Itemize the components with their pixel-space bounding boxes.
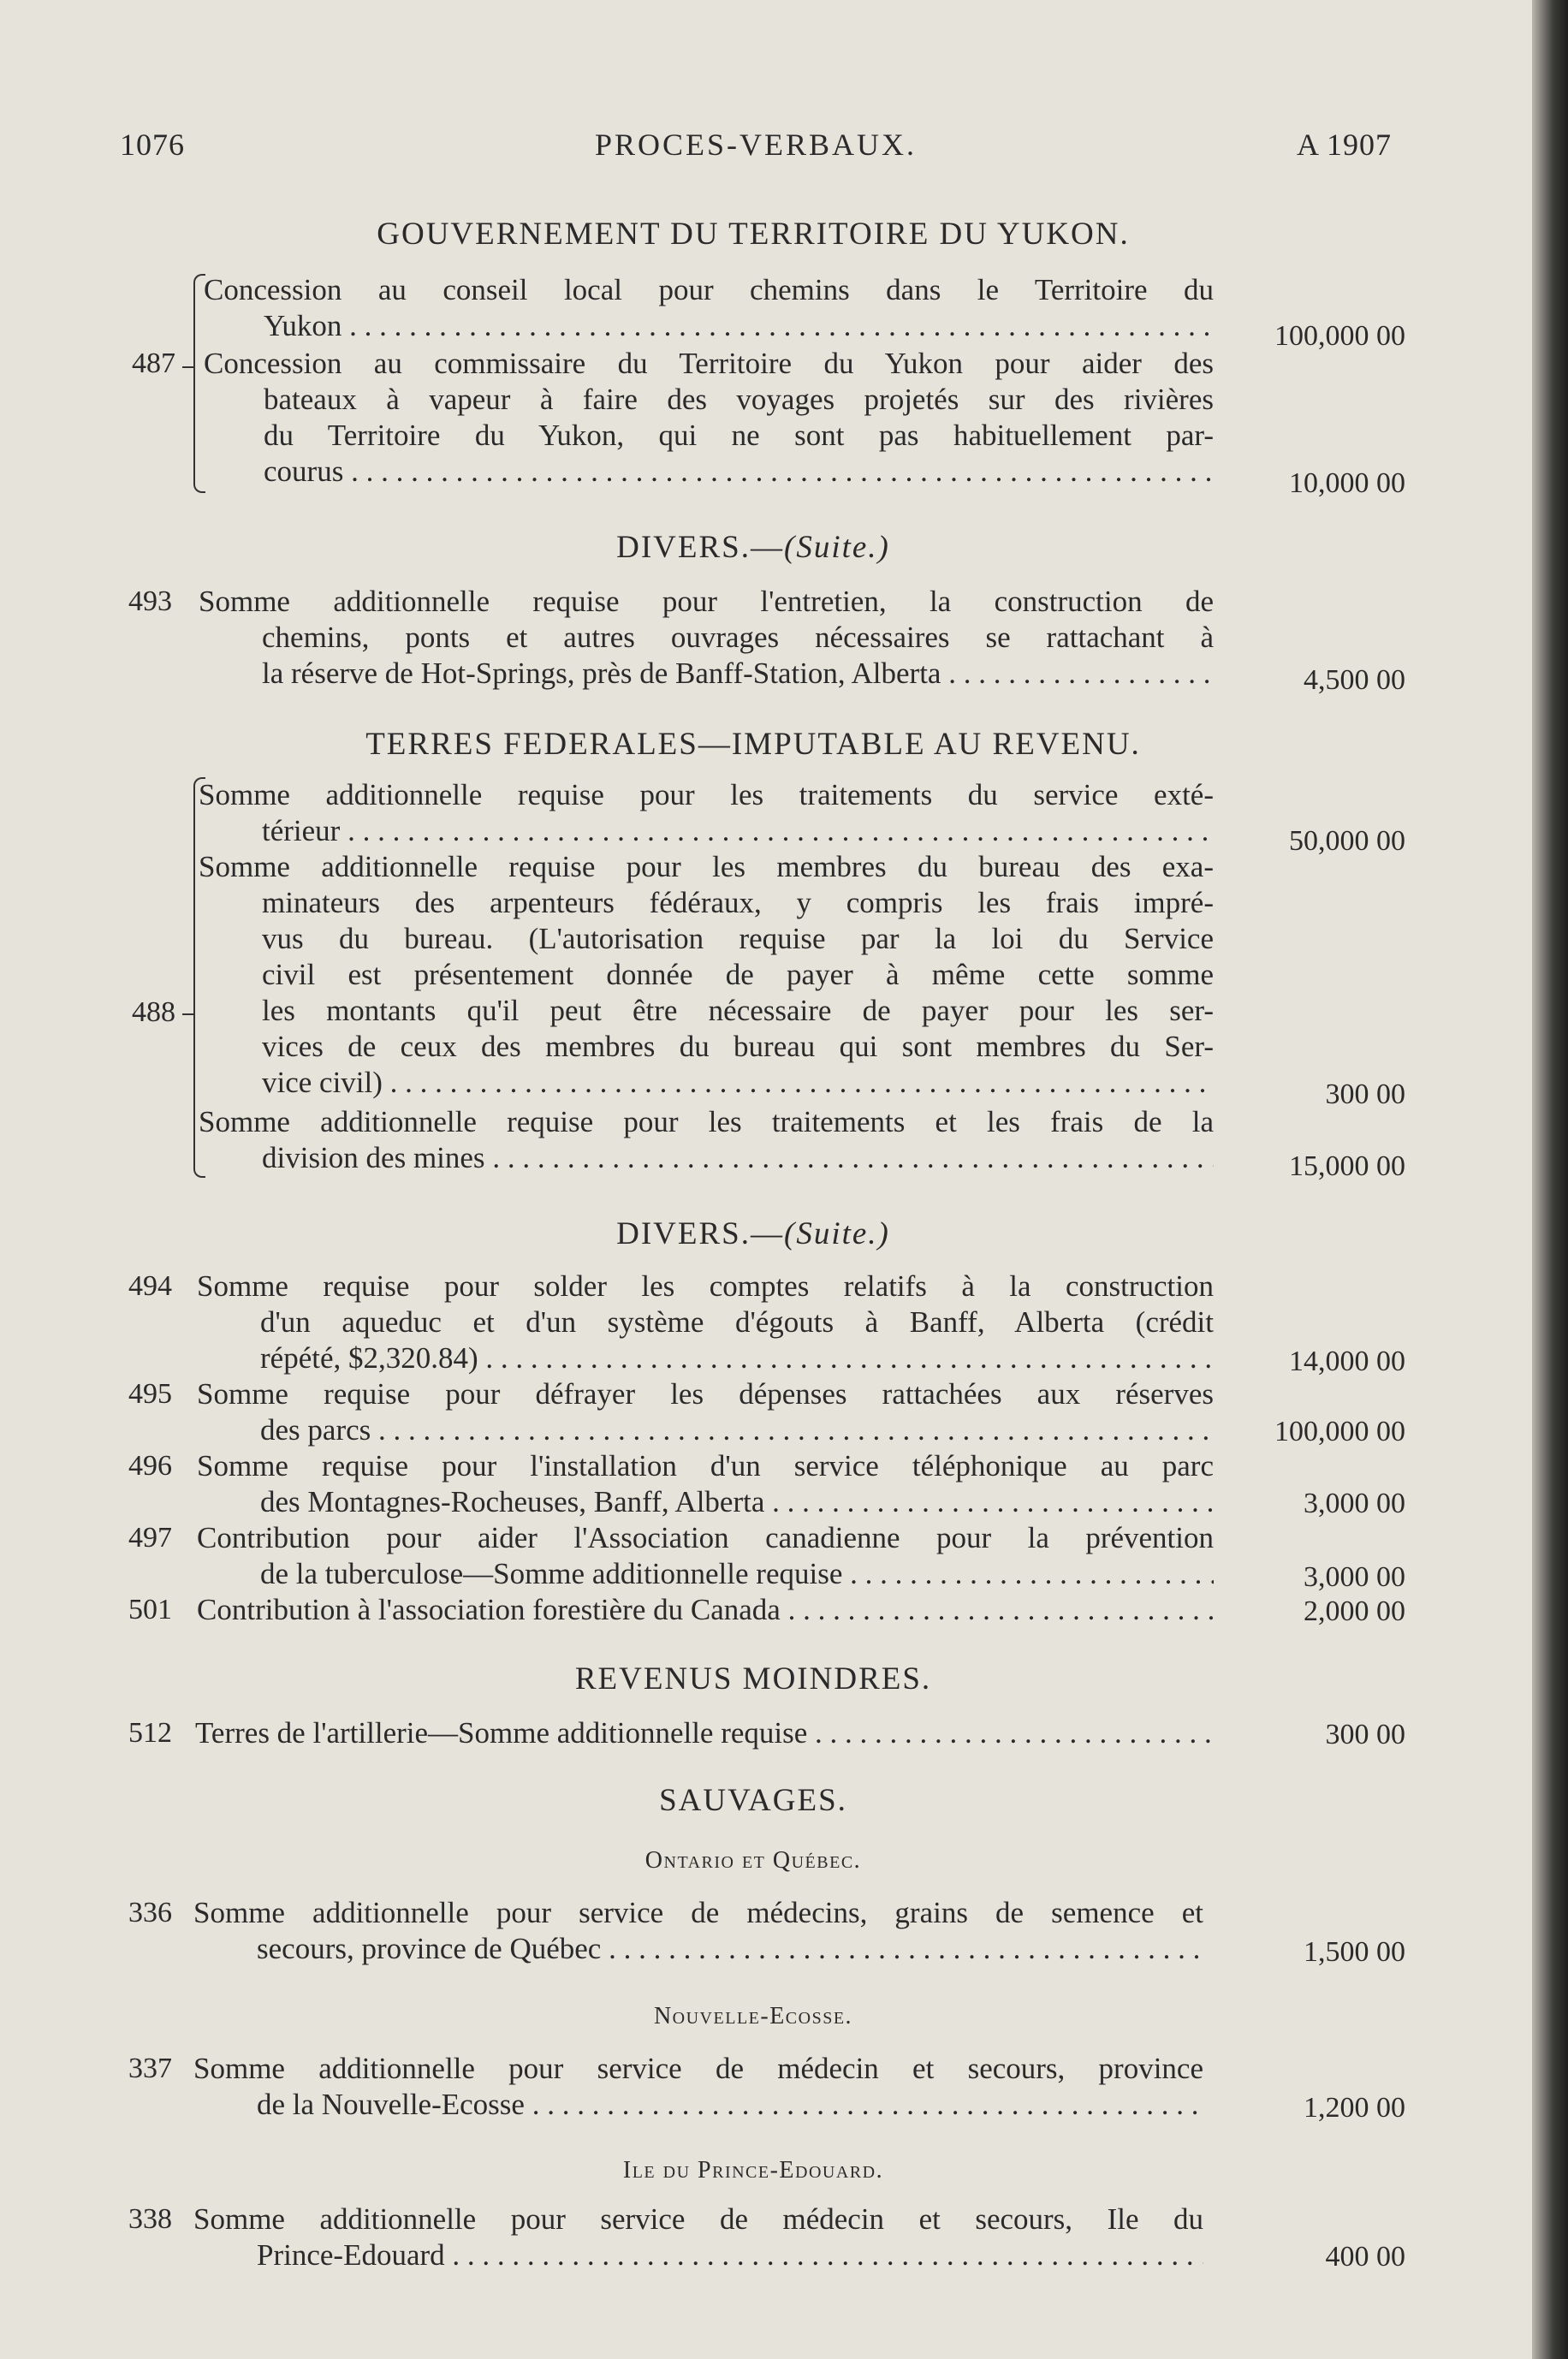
text-line: Somme additionnelle requise pour l'entretien, la construction de	[199, 585, 1214, 618]
text-line: Somme requise pour défrayer les dépenses rattachées aux réserves	[197, 1377, 1214, 1411]
text-line: Contribution à l'association forestière du Canada . . .	[197, 1592, 1214, 1628]
text-line: Somme additionnelle pour service de médecin et secours, province	[193, 2052, 1203, 2085]
item-number: 337	[128, 2053, 172, 2084]
section-title-text: DIVERS.—	[616, 1216, 784, 1251]
text-line: Somme additionnelle pour service de médecins, grains de semence et	[193, 1896, 1203, 1929]
item-number: 496	[128, 1450, 172, 1482]
text-line: chemins, ponts et autres ouvrages nécessaires se rattachant à	[262, 621, 1214, 654]
text-line: Concession au conseil local pour chemins dans le Territoire du	[204, 273, 1214, 306]
item-number: 512	[128, 1717, 172, 1749]
amount: 14,000 00	[1289, 1346, 1405, 1377]
text-line: Somme requise pour l'installation d'un service téléphonique au parc	[197, 1449, 1214, 1483]
text-line: des Montagnes-Rocheuses, Banff, Alberta . . .	[260, 1484, 1214, 1520]
text-line: minateurs des arpenteurs fédéraux, y compris les frais impré-	[262, 886, 1214, 919]
item-number: 338	[128, 2203, 172, 2235]
text-line: Prince-Edouard . . .	[257, 2237, 1203, 2273]
brace-tip	[182, 366, 194, 368]
text-line: civil est présentement donnée de payer à même cette somme	[262, 958, 1214, 991]
text-line: Somme additionnelle requise pour les traitements et les frais de la	[199, 1105, 1214, 1138]
section-title-yukon: GOUVERNEMENT DU TERRITOIRE DU YUKON.	[377, 217, 1130, 252]
running-year: A 1907	[1297, 128, 1393, 162]
text-line: vices de ceux des membres du bureau qui sont membres du Ser-	[262, 1030, 1214, 1063]
text-line: vus du bureau. (L'autorisation requise par la loi du Service	[262, 922, 1214, 955]
text-line: Contribution pour aider l'Association canadienne pour la prévention	[197, 1521, 1214, 1554]
subsection-title: Nouvelle-Ecosse.	[653, 2003, 853, 2029]
text-line: Somme additionnelle requise pour les traitements du service exté-	[199, 778, 1214, 811]
text-line: térieur . . .	[262, 813, 1214, 849]
subsection-title: Ile du Prince-Edouard.	[622, 2157, 884, 2184]
amount: 100,000 00	[1274, 320, 1405, 352]
amount: 50,000 00	[1289, 825, 1405, 857]
section-title-divers	[120, 529, 1387, 566]
amount: 10,000 00	[1289, 467, 1405, 499]
page-number: 1076	[120, 128, 185, 162]
item-number: 488	[132, 996, 175, 1028]
text-line: Terres de l'artillerie—Somme additionnelle requise . . .	[195, 1715, 1214, 1751]
section-title-text: DIVERS.—	[616, 530, 784, 565]
text-line: la réserve de Hot-Springs, près de Banff-Station, Alberta . . .	[262, 656, 1214, 692]
text-line: des parcs . . .	[260, 1412, 1214, 1448]
amount: 1,200 00	[1304, 2092, 1405, 2124]
subsection-title: Ontario et Québec.	[644, 1847, 862, 1874]
text-line: Yukon . . .	[264, 308, 1214, 344]
text-line: vice civil) . . .	[262, 1065, 1214, 1101]
text-line: les montants qu'il peut être nécessaire de payer pour les ser-	[262, 994, 1214, 1027]
section-title-italic: (Suite.)	[784, 530, 890, 565]
text-line: courus . . .	[264, 454, 1214, 490]
text-line: division des mines . . .	[262, 1140, 1214, 1176]
item-number: 336	[128, 1897, 172, 1928]
binding-edge	[1532, 0, 1568, 2359]
amount: 3,000 00	[1304, 1488, 1405, 1519]
text-line: Somme additionnelle requise pour les membres du bureau des exa-	[199, 850, 1214, 883]
section-title-sauvages: SAUVAGES.	[659, 1783, 847, 1818]
amount: 100,000 00	[1274, 1416, 1405, 1447]
amount: 15,000 00	[1289, 1150, 1405, 1182]
item-number: 494	[128, 1270, 172, 1302]
section-title-divers	[120, 1215, 1387, 1252]
text-line: de la Nouvelle-Ecosse . . .	[257, 2087, 1203, 2123]
text-line: d'un aqueduc et d'un système d'égouts à Banff, Alberta (crédit	[260, 1305, 1214, 1339]
section-title-terres: TERRES FEDERALES—IMPUTABLE AU REVENU.	[365, 727, 1141, 762]
text-line: Concession au commissaire du Territoire du Yukon pour aider des	[204, 347, 1214, 380]
amount: 3,000 00	[1304, 1561, 1405, 1593]
amount: 4,500 00	[1304, 664, 1405, 696]
item-number: 501	[128, 1594, 172, 1625]
item-number: 497	[128, 1522, 172, 1554]
text-line: Somme requise pour solder les comptes relatifs à la construction	[197, 1269, 1214, 1303]
text-line: de la tuberculose—Somme additionnelle requise . . .	[260, 1556, 1214, 1592]
section-title-revenus: REVENUS MOINDRES.	[574, 1661, 932, 1696]
amount: 300 00	[1325, 1719, 1405, 1750]
text-line: du Territoire du Yukon, qui ne sont pas habituellement par-	[264, 419, 1214, 452]
text-line: secours, province de Québec . . .	[257, 1931, 1203, 1967]
item-number: 495	[128, 1378, 172, 1410]
item-number: 487	[132, 348, 175, 379]
section-title-italic: (Suite.)	[784, 1216, 890, 1251]
amount: 300 00	[1325, 1078, 1405, 1110]
running-title: PROCES-VERBAUX.	[595, 128, 918, 162]
text-line: Somme additionnelle pour service de médecin et secours, Ile du	[193, 2202, 1203, 2236]
item-number: 493	[128, 585, 172, 617]
amount: 1,500 00	[1304, 1936, 1405, 1968]
text-line: bateaux à vapeur à faire des voyages projetés sur des rivières	[264, 383, 1214, 416]
amount: 400 00	[1325, 2241, 1405, 2273]
brace-tip	[182, 1013, 194, 1015]
text-line: répété, $2,320.84) . . .	[260, 1340, 1214, 1376]
amount: 2,000 00	[1304, 1595, 1405, 1627]
